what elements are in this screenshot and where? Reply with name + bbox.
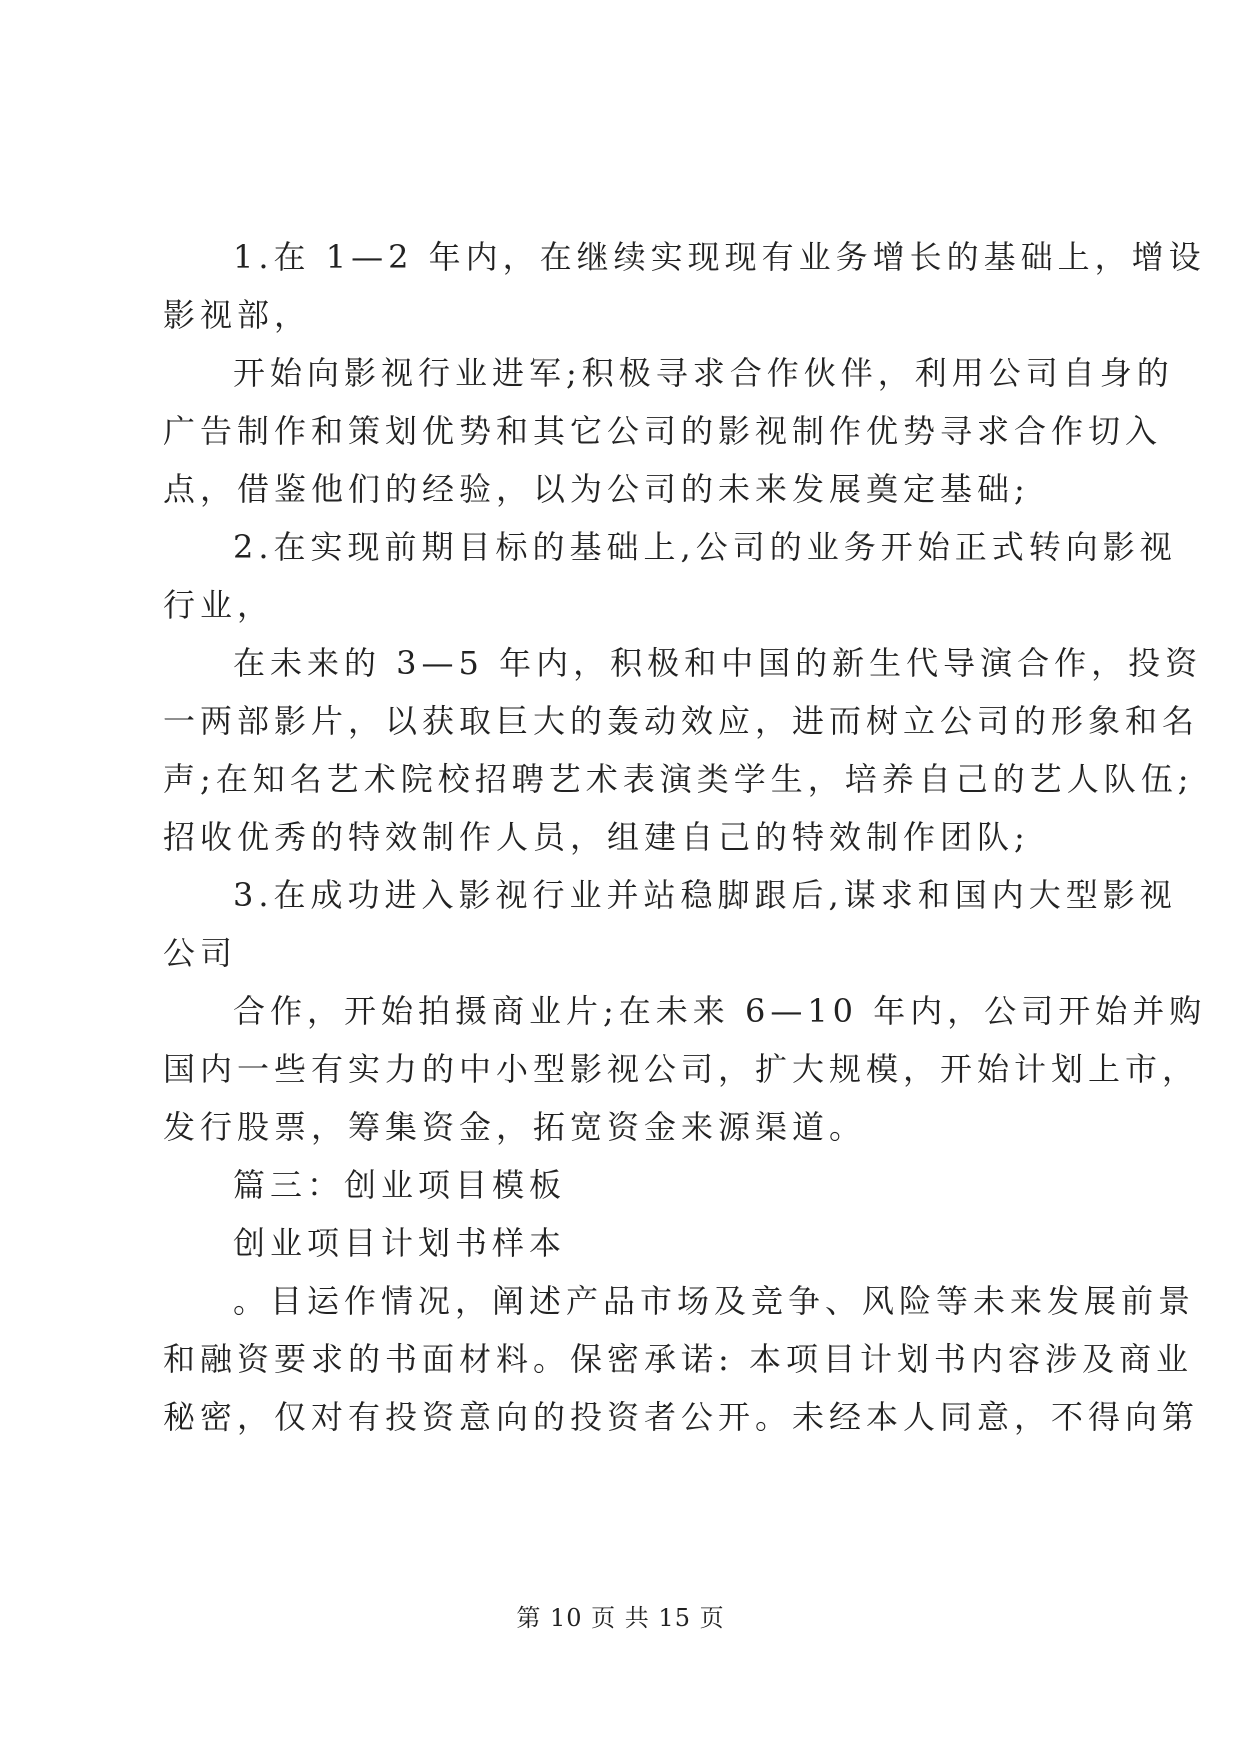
text-line: 国内一些有实力的中小型影视公司，扩大规模，开始计划上市， bbox=[163, 1050, 1200, 1088]
text-line: 发行股票，筹集资金，拓宽资金来源渠道。 bbox=[163, 1108, 867, 1146]
text-line: 3.在成功进入影视行业并站稳脚跟后,谋求和国内大型影视 bbox=[233, 876, 1177, 914]
text-line: 点，借鉴他们的经验，以为公司的未来发展奠定基础; bbox=[163, 470, 1030, 508]
document-body bbox=[163, 228, 1207, 1446]
text-line: 行业， bbox=[163, 586, 275, 624]
text-line: 和融资要求的书面材料。保密承诺: 本项目计划书内容涉及商业 bbox=[163, 1340, 1193, 1378]
text-line: 公司 bbox=[163, 934, 238, 972]
text-line: 在未来的 3—5 年内，积极和中国的新生代导演合作，投资 bbox=[233, 644, 1203, 682]
text-line: 合作，开始拍摄商业片;在未来 6—10 年内，公司开始并购 bbox=[233, 992, 1207, 1030]
text-line: 2.在实现前期目标的基础上,公司的业务开始正式转向影视 bbox=[233, 528, 1177, 566]
text-line: 秘密，仅对有投资意向的投资者公开。未经本人同意，不得向第 bbox=[163, 1398, 1200, 1436]
text-line: 。目运作情况，阐述产品市场及竞争、风险等未来发展前景 bbox=[233, 1282, 1196, 1320]
text-line: 一两部影片，以获取巨大的轰动效应，进而树立公司的形象和名 bbox=[163, 702, 1200, 740]
text-line: 1.在 1—2 年内，在继续实现现有业务增长的基础上，增设 bbox=[233, 238, 1206, 276]
text-line: 招收优秀的特效制作人员，组建自己的特效制作团队; bbox=[163, 818, 1030, 856]
section-subheading: 创业项目计划书样本 bbox=[233, 1224, 567, 1262]
page-number-footer: 第 10 页 共 15 页 bbox=[516, 1604, 725, 1632]
text-line: 影视部， bbox=[163, 296, 312, 334]
text-line: 广告制作和策划优势和其它公司的影视制作优势寻求合作切入 bbox=[163, 412, 1163, 450]
text-line: 开始向影视行业进军;积极寻求合作伙伴，利用公司自身的 bbox=[233, 354, 1174, 392]
text-line: 声;在知名艺术院校招聘艺术表演类学生，培养自己的艺人队伍; bbox=[163, 760, 1194, 798]
section-heading: 篇三：创业项目模板 bbox=[233, 1166, 567, 1204]
